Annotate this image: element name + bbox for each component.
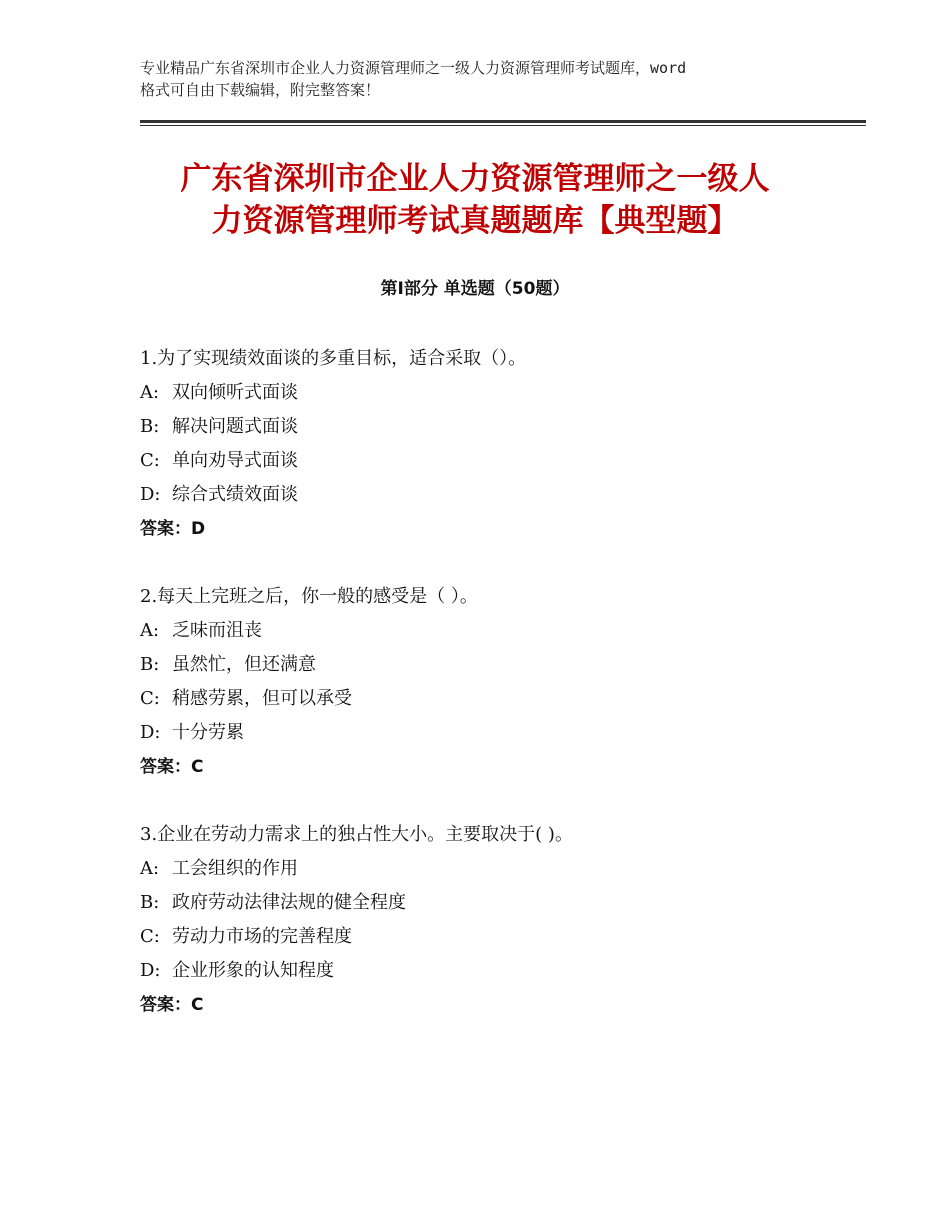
document-title-line-1: 广东省深圳市企业人力资源管理师之一级人 (180, 161, 770, 197)
question-stem: 1.为了实现绩效面谈的多重目标，适合采取（）。 (140, 348, 527, 369)
option-letter: B: (140, 654, 160, 675)
answer-line: 答案：C (140, 995, 204, 1015)
option-a (140, 614, 860, 648)
option-letter: A: (140, 382, 160, 403)
option-letter: C: (140, 688, 160, 709)
option-letter: D: (140, 484, 161, 505)
option-text: 稍感劳累，但可以承受 (172, 688, 352, 709)
option-text: 工会组织的作用 (172, 858, 298, 879)
header-note-line-1: 专业精品广东省深圳市企业人力资源管理师之一级人力资源管理师考试题库，word (140, 59, 687, 77)
option-letter: A: (140, 858, 160, 879)
question-list (140, 342, 860, 1056)
answer-line: 答案：D (140, 519, 206, 539)
option-text: 企业形象的认知程度 (172, 960, 334, 981)
section-heading: 第Ⅰ部分 单选题（50题） (380, 279, 570, 299)
option-c (140, 682, 860, 716)
document-title-line-2: 力资源管理师考试真题题库【典型题】 (211, 203, 739, 239)
option-b (140, 648, 860, 682)
question-1 (140, 342, 860, 546)
option-b (140, 886, 860, 920)
option-text: 十分劳累 (172, 722, 244, 743)
option-letter: D: (140, 722, 161, 743)
question-2 (140, 580, 860, 784)
header-divider-thin (140, 125, 866, 126)
option-a (140, 852, 860, 886)
option-text: 政府劳动法律法规的健全程度 (172, 892, 406, 913)
option-letter: B: (140, 416, 160, 437)
option-b (140, 410, 860, 444)
option-text: 综合式绩效面谈 (172, 484, 298, 505)
question-stem: 2.每天上完班之后，你一般的感受是（ ）。 (140, 586, 478, 607)
option-text: 乏味而沮丧 (172, 620, 262, 641)
header-note-line-2: 格式可自由下载编辑，附完整答案！ (140, 81, 381, 99)
option-text: 虽然忙，但还满意 (172, 654, 316, 675)
option-text: 单向劝导式面谈 (172, 450, 298, 471)
option-c (140, 920, 860, 954)
option-d (140, 478, 860, 512)
question-3 (140, 818, 860, 1022)
option-c (140, 444, 860, 478)
document-title (120, 158, 830, 242)
option-letter: A: (140, 620, 160, 641)
option-letter: D: (140, 960, 161, 981)
option-letter: C: (140, 926, 160, 947)
question-stem: 3.企业在劳动力需求上的独占性大小。主要取决于( )。 (140, 824, 573, 845)
option-text: 解决问题式面谈 (172, 416, 298, 437)
option-text: 劳动力市场的完善程度 (172, 926, 352, 947)
option-a (140, 376, 860, 410)
option-text: 双向倾听式面谈 (172, 382, 298, 403)
answer-line: 答案：C (140, 757, 204, 777)
option-letter: B: (140, 892, 160, 913)
option-d (140, 954, 860, 988)
header-divider-thick (140, 120, 866, 123)
header-note (140, 57, 830, 101)
option-letter: C: (140, 450, 160, 471)
option-d (140, 716, 860, 750)
